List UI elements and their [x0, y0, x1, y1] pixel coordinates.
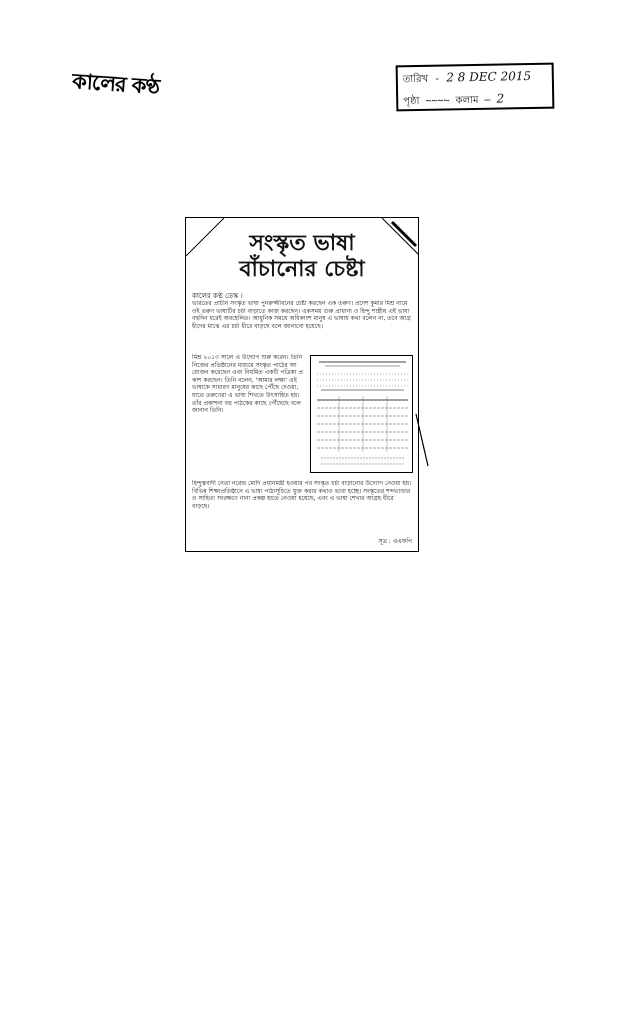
inset-table-graphic [311, 356, 413, 473]
stamp-page-row: পৃষ্ঠা ~~~~ কলাম — 2 [403, 91, 505, 108]
margin-scratch-mark [414, 412, 434, 472]
clipping-date-stamp [396, 63, 555, 112]
newspaper-masthead: কালের কণ্ঠ [71, 68, 160, 100]
article-clipping [185, 217, 419, 552]
headline-line-1: সংস্কৃত ভাষা [249, 230, 355, 256]
stamp-date-value: 2 8 DEC 2015 [446, 69, 532, 85]
stamp-date-row: তারিখ - 2 8 DEC 2015 [402, 69, 532, 86]
article-source: সূত্র : এএফপি [378, 538, 412, 545]
stamp-column-label: কলাম [455, 94, 479, 107]
article-body-bottom: হিন্দুত্ববাদী নেতা নরেন্দ্র মোদি প্রধানমন্ত্রী হওয়ার পর সংস্কৃত চর্চা বাড়ানোর উদ্যোগ নেওয়া হয়। বিভিন্ন শিক্ষাপ্রতিষ্ঠানে এ ভাষা পাঠ্যসূচিতে যুক্ত করার কথাও ভাবা হচ্ছে। সংস্কৃতের শব্দভাণ্ডার ও সাহিত্য সংরক্ষণে নানা প্রকল্প হাতে নেওয়া হয়েছে, এবং এ ভাষা শেখার আগ্রহ ধীরে বাড়ছে। [192, 480, 412, 510]
stamp-page-label: পৃষ্ঠা [403, 95, 420, 108]
stamp-column-value: 2 [496, 91, 505, 106]
inset-data-table [310, 355, 413, 473]
article-headline [186, 230, 418, 282]
article-body-top: ভারতের প্রাচীন সংস্কৃত ভাষা পুনরুজ্জীবনের চেষ্টা করছেন এক তরুণ। প্রদেশ কুমার মিশ্র নামে ওই তরুণ ভাষাটির চর্চা বাড়াতে কাজ করছেন। একসময় গুরু প্রাধান্য ও হিন্দু শাস্ত্রীয় এই ভাষা বহুদিন ধরেই অবহেলিত। আধুনিক সময়ে অধিকাংশ মানুষ এ ভাষায় কথা বলেন না, তবে আগ্রহীদের মাঝে এর চর্চা ধীরে বাড়ছে বলে জানানো হয়েছে। [192, 300, 411, 330]
stamp-date-label: তারিখ [402, 73, 429, 86]
headline-line-2: বাঁচানোর চেষ্টা [239, 256, 365, 282]
article-credit: কালের কণ্ঠ ডেস্ক । [192, 292, 243, 300]
article-body-left: মিশ্র ২০১৩ সালে এ উদ্যোগ শুরু করেন। তিনি নিজের প্রতিষ্ঠানের মাধ্যমে সংস্কৃত পাঠের আয়োজন করেছেন এবং নিয়মিত একটি পত্রিকা প্রকাশ করছেন। তিনি বলেন, 'আমার লক্ষ্য' এই ভাষাকে সাধারণ মানুষের কাছে পৌঁছে দেওয়া, যাতে তরুণেরা এ ভাষা শিখতে উৎসাহিত হয়। তাঁর প্রকাশনা বহু পাঠকের কাছে পৌঁছেছে বলে জানান তিনি। [192, 354, 303, 415]
